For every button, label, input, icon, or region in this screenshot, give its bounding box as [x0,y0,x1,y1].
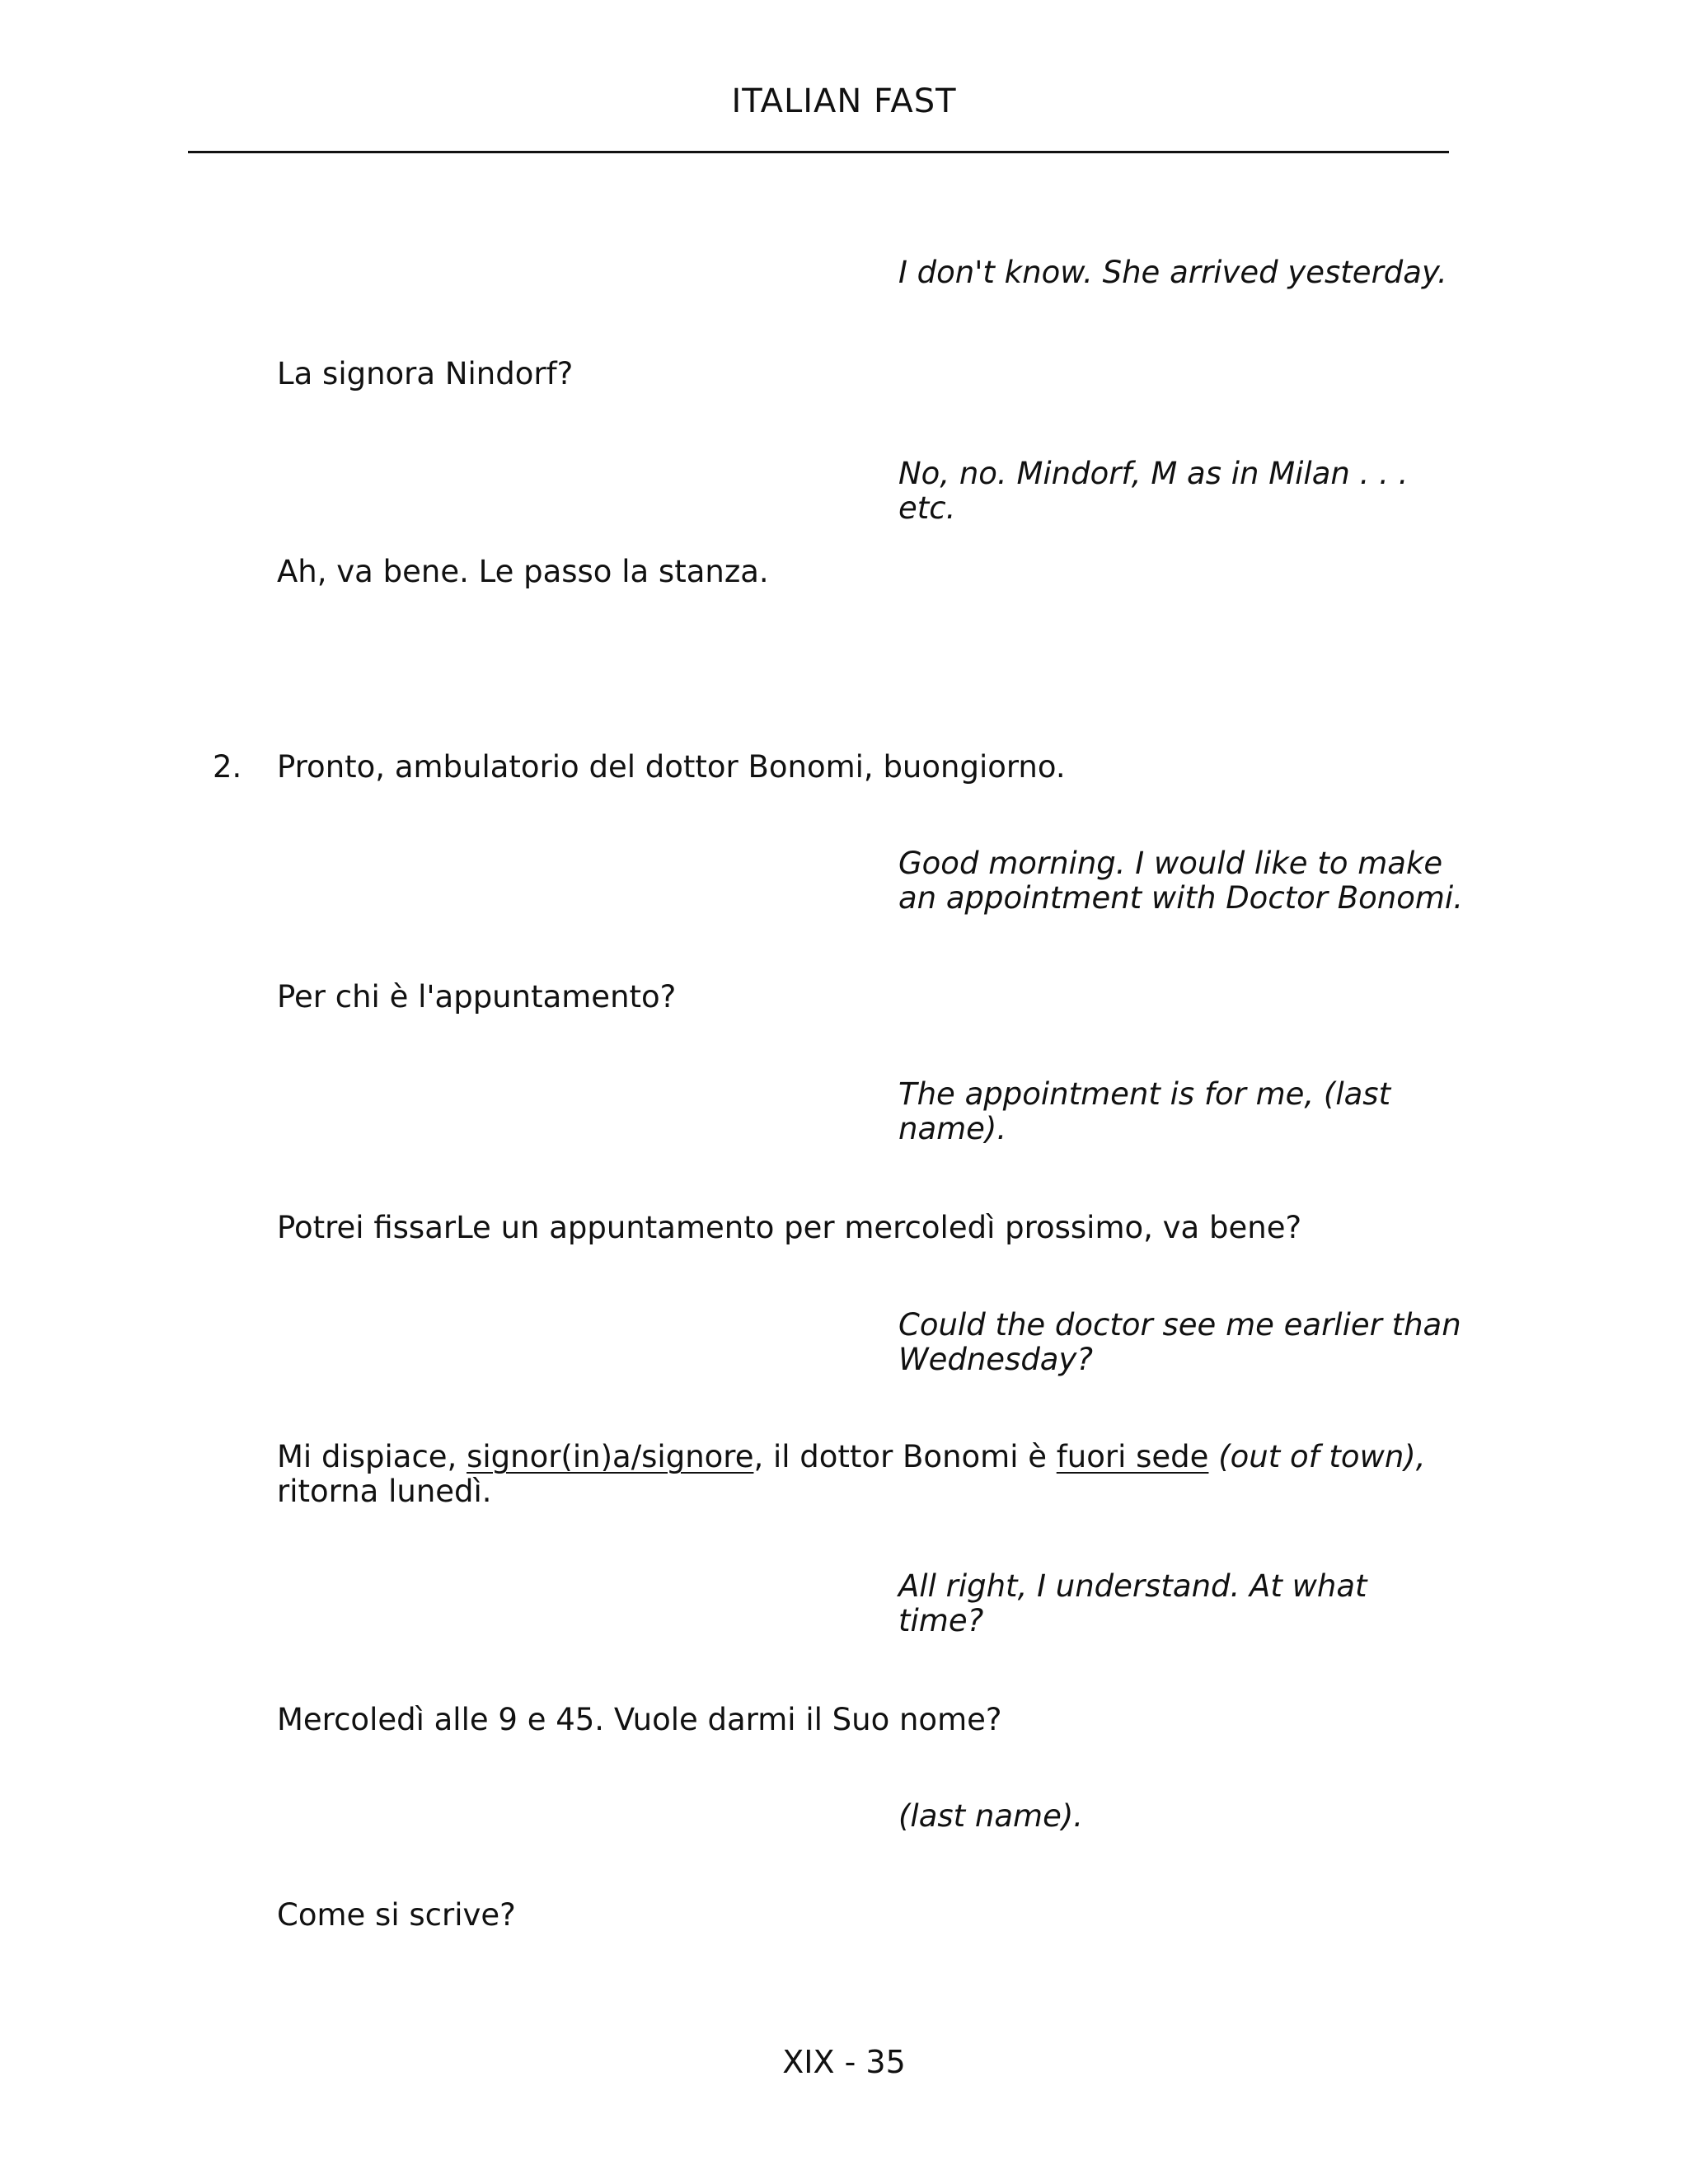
italian-line-8: Come si scrive? [277,1897,516,1933]
page-number: XIX - 35 [782,2044,906,2080]
english-line-7: (last name). [898,1798,1084,1834]
english-line-6a: All right, I understand. At what [898,1568,1367,1604]
english-line-1: I don't know. She arrived yesterday. [898,255,1447,290]
italian-line-2: Ah, va bene. Le passo la stanza. [277,554,769,589]
header-rule [188,151,1449,153]
gloss-out-of-town: (out of town), [1218,1439,1426,1474]
italian-line-1: La signora Nindorf? [277,356,574,391]
english-line-5b: Wednesday? [898,1342,1094,1377]
underlined-fuori-sede: fuori sede [1056,1439,1209,1474]
english-line-3b: an appointment with Doctor Bonomi. [898,880,1463,916]
underlined-signora: signor(in)a/signore [467,1439,754,1474]
english-line-5a: Could the doctor see me earlier than [898,1307,1461,1343]
english-line-4b: name). [898,1111,1007,1146]
italian-line-6b: ritorna lunedì. [277,1474,492,1509]
english-line-6b: time? [898,1603,984,1638]
italian-line-6a [277,1440,1425,1474]
italian-line-6-start: Mi dispiace, [277,1439,467,1474]
english-line-2b: etc. [898,490,956,526]
english-line-4a: The appointment is for me, (last [898,1076,1391,1112]
running-header: ITALIAN FAST [731,82,957,120]
italian-line-6-middle: , il dottor Bonomi è [753,1439,1057,1474]
italian-line-7: Mercoledì alle 9 e 45. Vuole darmi il Suo nome? [277,1702,1002,1737]
section-number: 2. [213,749,242,785]
italian-line-3: Pronto, ambulatorio del dottor Bonomi, buongiorno. [277,749,1066,785]
english-line-3a: Good morning. I would like to make [898,846,1443,881]
italian-line-5: Potrei fissarLe un appuntamento per mercoledì prossimo, va bene? [277,1210,1302,1245]
italian-line-4: Per chi è l'appuntamento? [277,979,677,1015]
english-line-2a: No, no. Mindorf, M as in Milan . . . [898,456,1409,491]
italian-line-6-space [1208,1439,1218,1474]
